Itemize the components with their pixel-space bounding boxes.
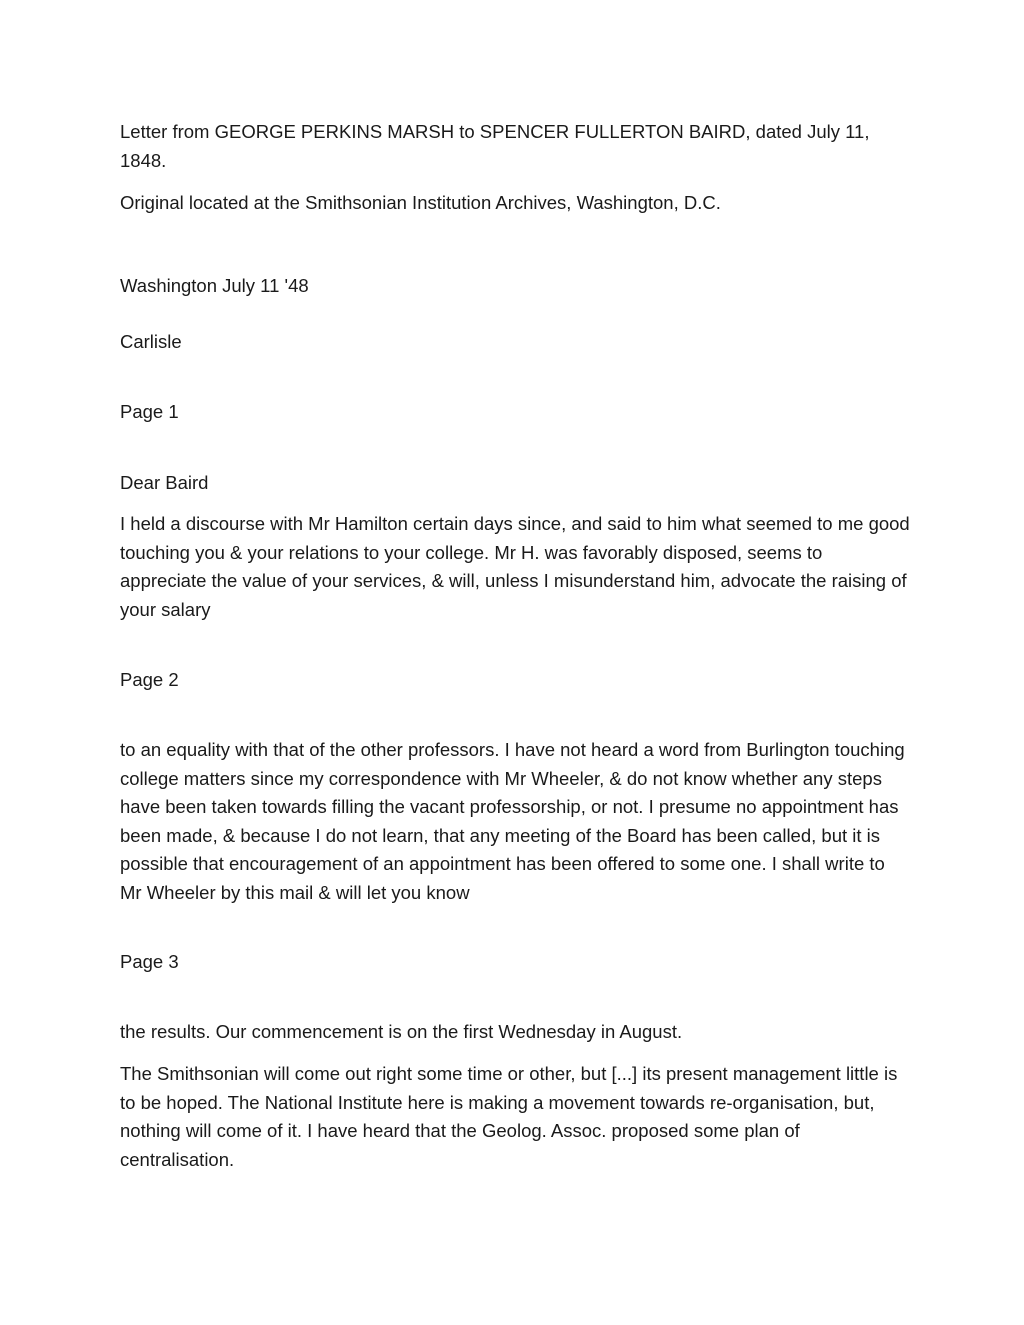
paragraph-3: the results. Our commencement is on the first Wednesday in August. bbox=[120, 1021, 683, 1042]
header-title: Letter from GEORGE PERKINS MARSH to SPENCER FULLERTON BAIRD, dated July 11, 1848. bbox=[120, 121, 870, 171]
header-source: Original located at the Smithsonian Institution Archives, Washington, D.C. bbox=[120, 192, 721, 213]
page-3-label: Page 3 bbox=[120, 951, 179, 972]
place-date: Washington July 11 '48 bbox=[120, 275, 309, 296]
salutation: Dear Baird bbox=[120, 472, 209, 493]
page-2-label: Page 2 bbox=[120, 669, 179, 690]
paragraph-4: The Smithsonian will come out right some time or other, but [...] its present management little is to be hoped. The National Institute here is making a movement towards re-organisation, but, nothing will come of it. I have heard that the Geolog. Assoc. proposed some plan of centralisation. bbox=[120, 1063, 898, 1170]
page-1-label: Page 1 bbox=[120, 401, 179, 422]
addressee-place: Carlisle bbox=[120, 331, 182, 352]
paragraph-2: to an equality with that of the other professors. I have not heard a word from Burlington touching college matters since my correspondence with Mr Wheeler, & do not know whether any steps have been taken towards filling the vacant professorship, or not. I presume no appointment has been made, & because I do not learn, that any meeting of the Board has been called, but it is possible that encouragement of an appointment has been offered to some one. I shall write to Mr Wheeler by this mail & will let you know bbox=[120, 739, 905, 903]
paragraph-1: I held a discourse with Mr Hamilton certain days since, and said to him what seemed to me good touching you & your relations to your college. Mr H. was favorably disposed, seems to appreciate the value of your services, & will, unless I misunderstand him, advocate the raising of your salary bbox=[120, 513, 910, 620]
